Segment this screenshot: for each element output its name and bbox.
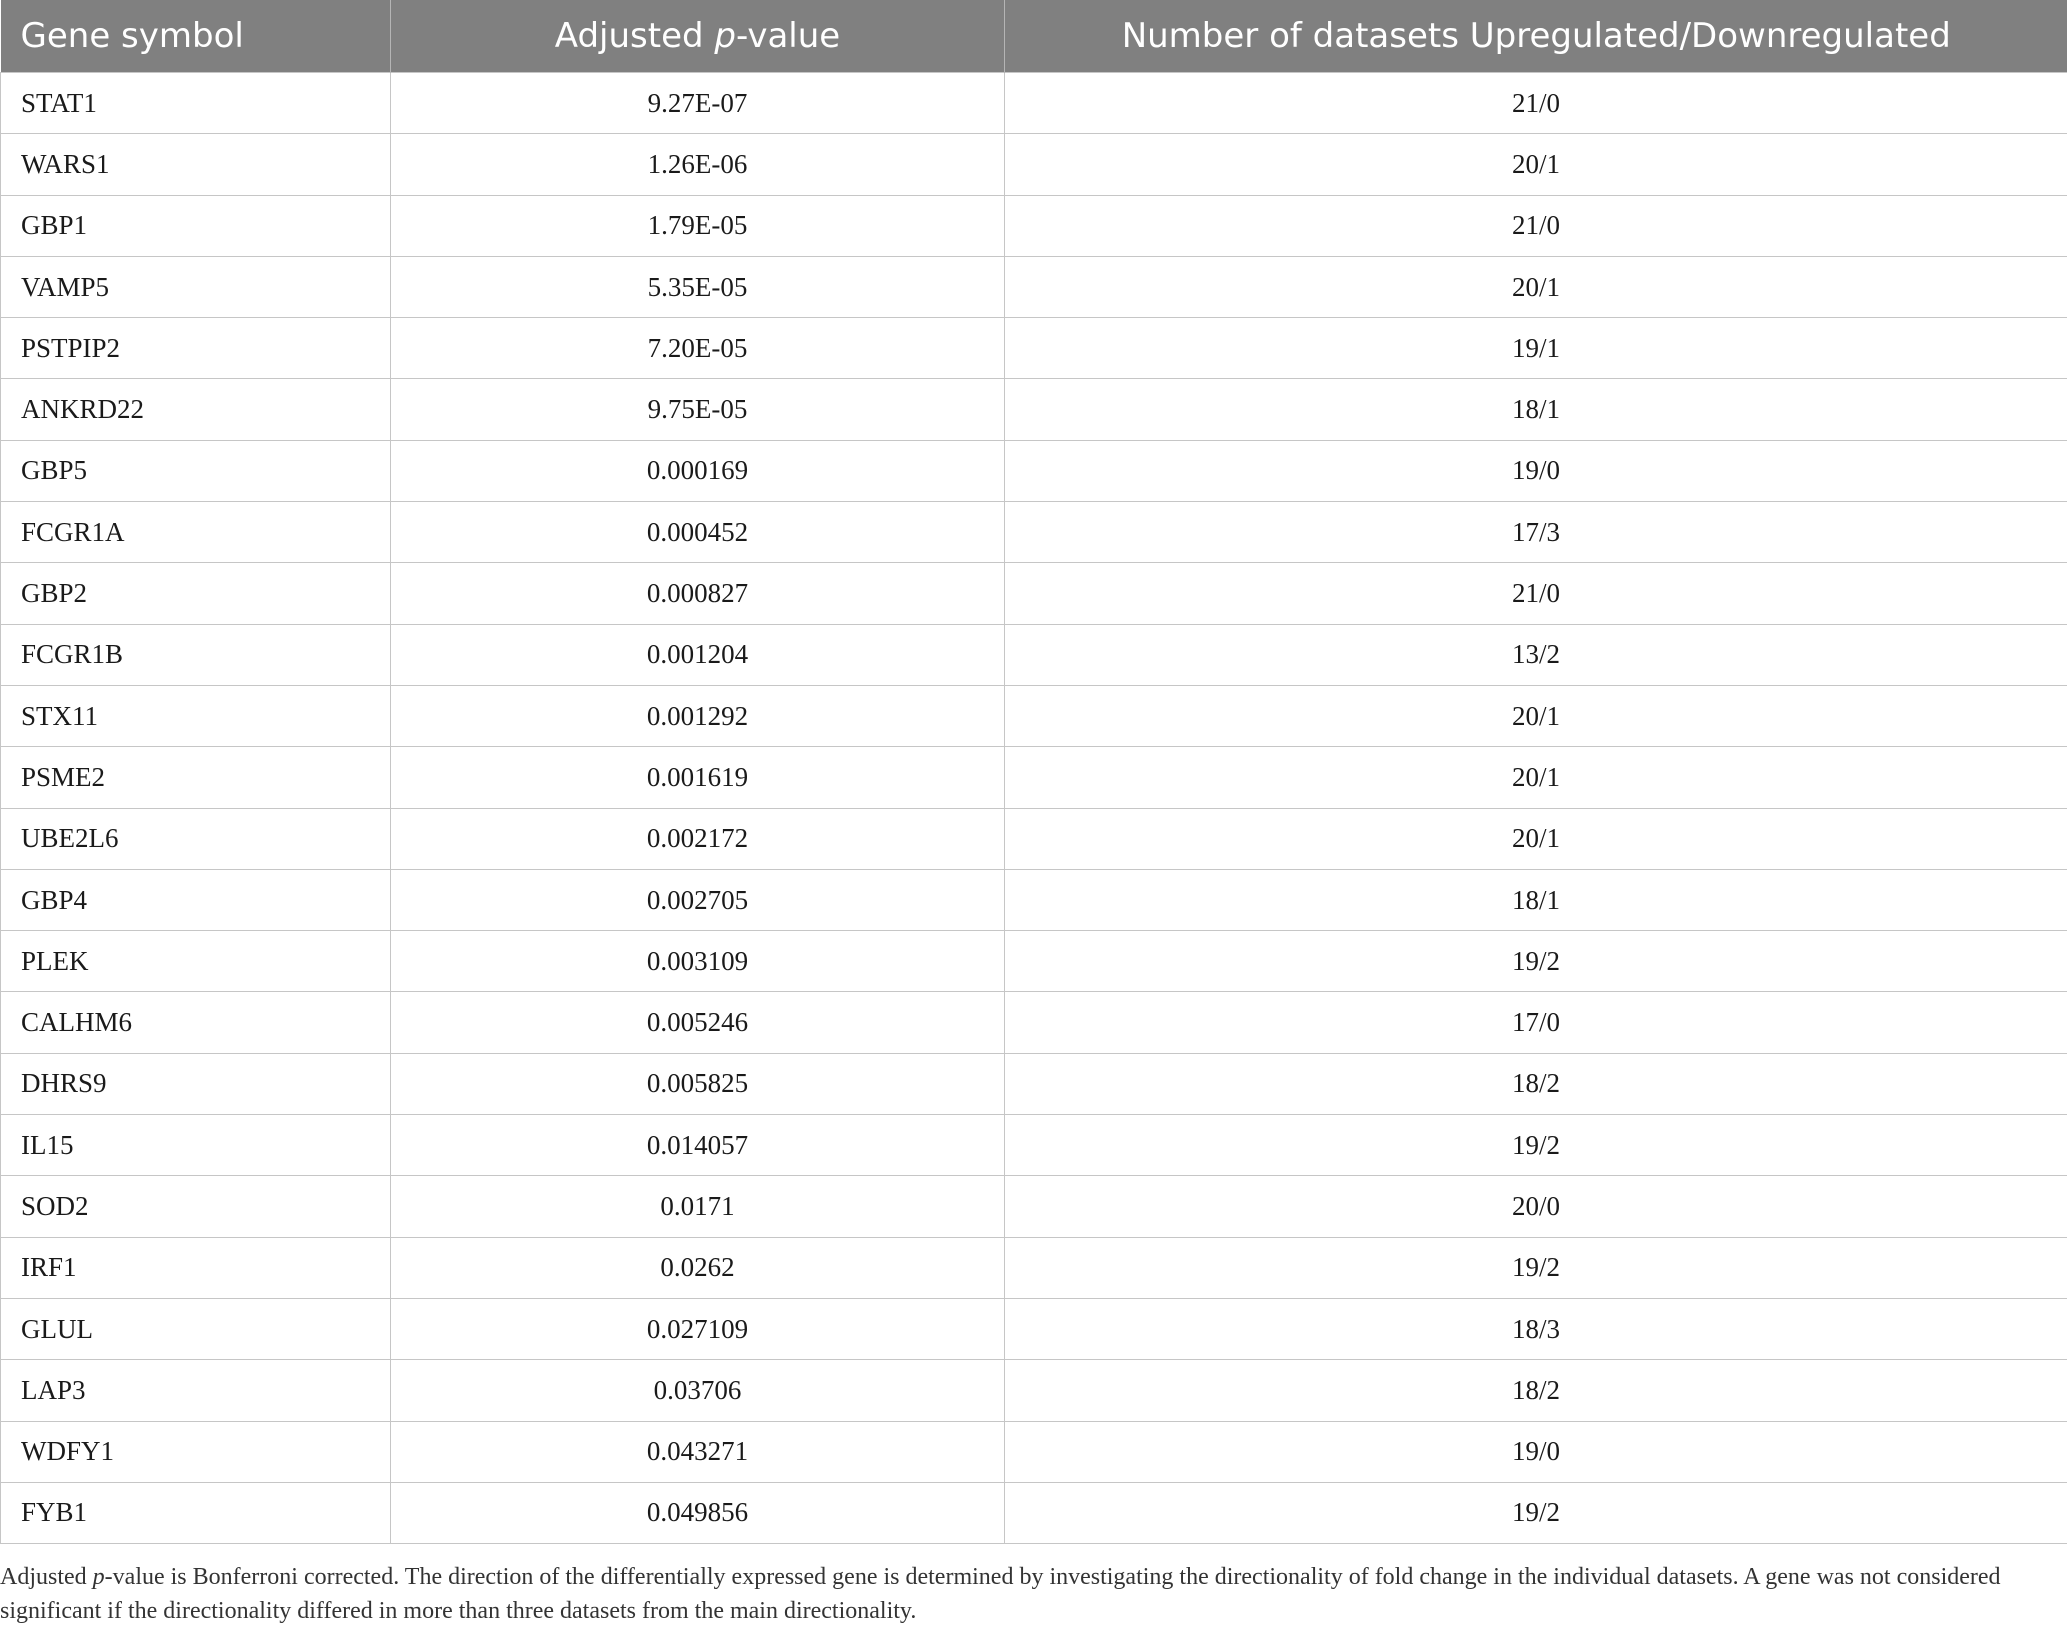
table-row <box>1 747 2067 808</box>
adjusted-pvalue-cell: 1.26E-06 <box>391 134 1005 195</box>
table-row <box>1 502 2067 563</box>
adjusted-pvalue-cell: 0.03706 <box>391 1360 1005 1421</box>
datasets-count-cell: 20/1 <box>1005 747 2067 808</box>
datasets-count-cell: 20/1 <box>1005 256 2067 317</box>
gene-symbol-cell: DHRS9 <box>1 1053 391 1114</box>
gene-symbol-cell: ANKRD22 <box>1 379 391 440</box>
datasets-count-cell: 18/2 <box>1005 1053 2067 1114</box>
adjusted-pvalue-cell: 1.79E-05 <box>391 195 1005 256</box>
table-row <box>1 685 2067 746</box>
gene-symbol-cell: GLUL <box>1 1298 391 1359</box>
datasets-count-cell: 19/2 <box>1005 931 2067 992</box>
adjusted-pvalue-cell: 0.000169 <box>391 440 1005 501</box>
datasets-count-cell: 20/1 <box>1005 808 2067 869</box>
gene-symbol-cell: IL15 <box>1 1115 391 1176</box>
gene-symbol-cell: LAP3 <box>1 1360 391 1421</box>
table-row <box>1 1482 2067 1543</box>
datasets-count-cell: 13/2 <box>1005 624 2067 685</box>
table-body <box>1 73 2067 1544</box>
table-row <box>1 869 2067 930</box>
gene-symbol-cell: PSTPIP2 <box>1 318 391 379</box>
table-row <box>1 931 2067 992</box>
header-gene-symbol: Gene symbol <box>1 0 391 73</box>
adjusted-pvalue-cell: 0.049856 <box>391 1482 1005 1543</box>
table-row <box>1 440 2067 501</box>
datasets-count-cell: 19/2 <box>1005 1482 2067 1543</box>
datasets-count-cell: 20/1 <box>1005 134 2067 195</box>
table-row <box>1 1298 2067 1359</box>
gene-symbol-cell: PSME2 <box>1 747 391 808</box>
gene-symbol-cell: FCGR1B <box>1 624 391 685</box>
table-header-row <box>1 0 2067 73</box>
gene-symbol-cell: CALHM6 <box>1 992 391 1053</box>
table-row <box>1 1176 2067 1237</box>
gene-symbol-cell: GBP4 <box>1 869 391 930</box>
table-row <box>1 195 2067 256</box>
table-row <box>1 1053 2067 1114</box>
datasets-count-cell: 19/0 <box>1005 440 2067 501</box>
adjusted-pvalue-cell: 0.014057 <box>391 1115 1005 1176</box>
header-pvalue-prefix: Adjusted <box>554 16 715 56</box>
table-row <box>1 379 2067 440</box>
table-footnote <box>0 1560 2040 1628</box>
table-row <box>1 1421 2067 1482</box>
gene-symbol-cell: IRF1 <box>1 1237 391 1298</box>
adjusted-pvalue-cell: 0.001292 <box>391 685 1005 746</box>
gene-symbol-cell: GBP5 <box>1 440 391 501</box>
datasets-count-cell: 21/0 <box>1005 563 2067 624</box>
table-row <box>1 73 2067 134</box>
adjusted-pvalue-cell: 0.0262 <box>391 1237 1005 1298</box>
datasets-count-cell: 17/0 <box>1005 992 2067 1053</box>
table-row <box>1 1237 2067 1298</box>
adjusted-pvalue-cell: 0.005246 <box>391 992 1005 1053</box>
footnote-part2: -value is Bonferroni corrected. The direction of the differentially expressed gene is determined by investigating the directionality of fold change in the individual datasets. A gene was not considered significant if the directionality differed in more than three datasets from the main directionality. <box>0 1564 2001 1624</box>
datasets-count-cell: 19/2 <box>1005 1237 2067 1298</box>
adjusted-pvalue-cell: 0.027109 <box>391 1298 1005 1359</box>
table-row <box>1 992 2067 1053</box>
datasets-count-cell: 21/0 <box>1005 73 2067 134</box>
datasets-count-cell: 18/3 <box>1005 1298 2067 1359</box>
adjusted-pvalue-cell: 0.0171 <box>391 1176 1005 1237</box>
adjusted-pvalue-cell: 0.001204 <box>391 624 1005 685</box>
table-row <box>1 624 2067 685</box>
datasets-count-cell: 18/1 <box>1005 869 2067 930</box>
gene-symbol-cell: VAMP5 <box>1 256 391 317</box>
gene-symbol-cell: WARS1 <box>1 134 391 195</box>
adjusted-pvalue-cell: 7.20E-05 <box>391 318 1005 379</box>
gene-symbol-cell: FYB1 <box>1 1482 391 1543</box>
gene-symbol-cell: UBE2L6 <box>1 808 391 869</box>
adjusted-pvalue-cell: 0.002705 <box>391 869 1005 930</box>
gene-symbol-cell: STAT1 <box>1 73 391 134</box>
adjusted-pvalue-cell: 0.003109 <box>391 931 1005 992</box>
adjusted-pvalue-cell: 0.001619 <box>391 747 1005 808</box>
datasets-count-cell: 18/1 <box>1005 379 2067 440</box>
table-row <box>1 256 2067 317</box>
table-row <box>1 134 2067 195</box>
adjusted-pvalue-cell: 9.27E-07 <box>391 73 1005 134</box>
footnote-italic-p: p <box>92 1564 105 1590</box>
adjusted-pvalue-cell: 0.002172 <box>391 808 1005 869</box>
gene-symbol-cell: GBP2 <box>1 563 391 624</box>
table-row <box>1 318 2067 379</box>
datasets-count-cell: 19/0 <box>1005 1421 2067 1482</box>
gene-symbol-cell: GBP1 <box>1 195 391 256</box>
table-row <box>1 1115 2067 1176</box>
footnote-part1: Adjusted <box>0 1564 93 1590</box>
datasets-count-cell: 17/3 <box>1005 502 2067 563</box>
gene-symbol-cell: PLEK <box>1 931 391 992</box>
table-row <box>1 1360 2067 1421</box>
adjusted-pvalue-cell: 5.35E-05 <box>391 256 1005 317</box>
table-row <box>1 808 2067 869</box>
header-datasets: Number of datasets Upregulated/Downregulated <box>1005 0 2067 73</box>
table-row <box>1 563 2067 624</box>
adjusted-pvalue-cell: 0.000452 <box>391 502 1005 563</box>
adjusted-pvalue-cell: 0.043271 <box>391 1421 1005 1482</box>
adjusted-pvalue-cell: 9.75E-05 <box>391 379 1005 440</box>
gene-symbol-cell: FCGR1A <box>1 502 391 563</box>
header-pvalue-italic: p <box>714 16 736 56</box>
adjusted-pvalue-cell: 0.005825 <box>391 1053 1005 1114</box>
gene-symbol-cell: STX11 <box>1 685 391 746</box>
datasets-count-cell: 19/1 <box>1005 318 2067 379</box>
gene-symbol-cell: WDFY1 <box>1 1421 391 1482</box>
adjusted-pvalue-cell: 0.000827 <box>391 563 1005 624</box>
header-adjusted-pvalue <box>391 0 1005 73</box>
datasets-count-cell: 20/1 <box>1005 685 2067 746</box>
datasets-count-cell: 19/2 <box>1005 1115 2067 1176</box>
datasets-count-cell: 18/2 <box>1005 1360 2067 1421</box>
datasets-count-cell: 20/0 <box>1005 1176 2067 1237</box>
header-pvalue-suffix: -value <box>735 16 841 56</box>
datasets-count-cell: 21/0 <box>1005 195 2067 256</box>
gene-symbol-cell: SOD2 <box>1 1176 391 1237</box>
